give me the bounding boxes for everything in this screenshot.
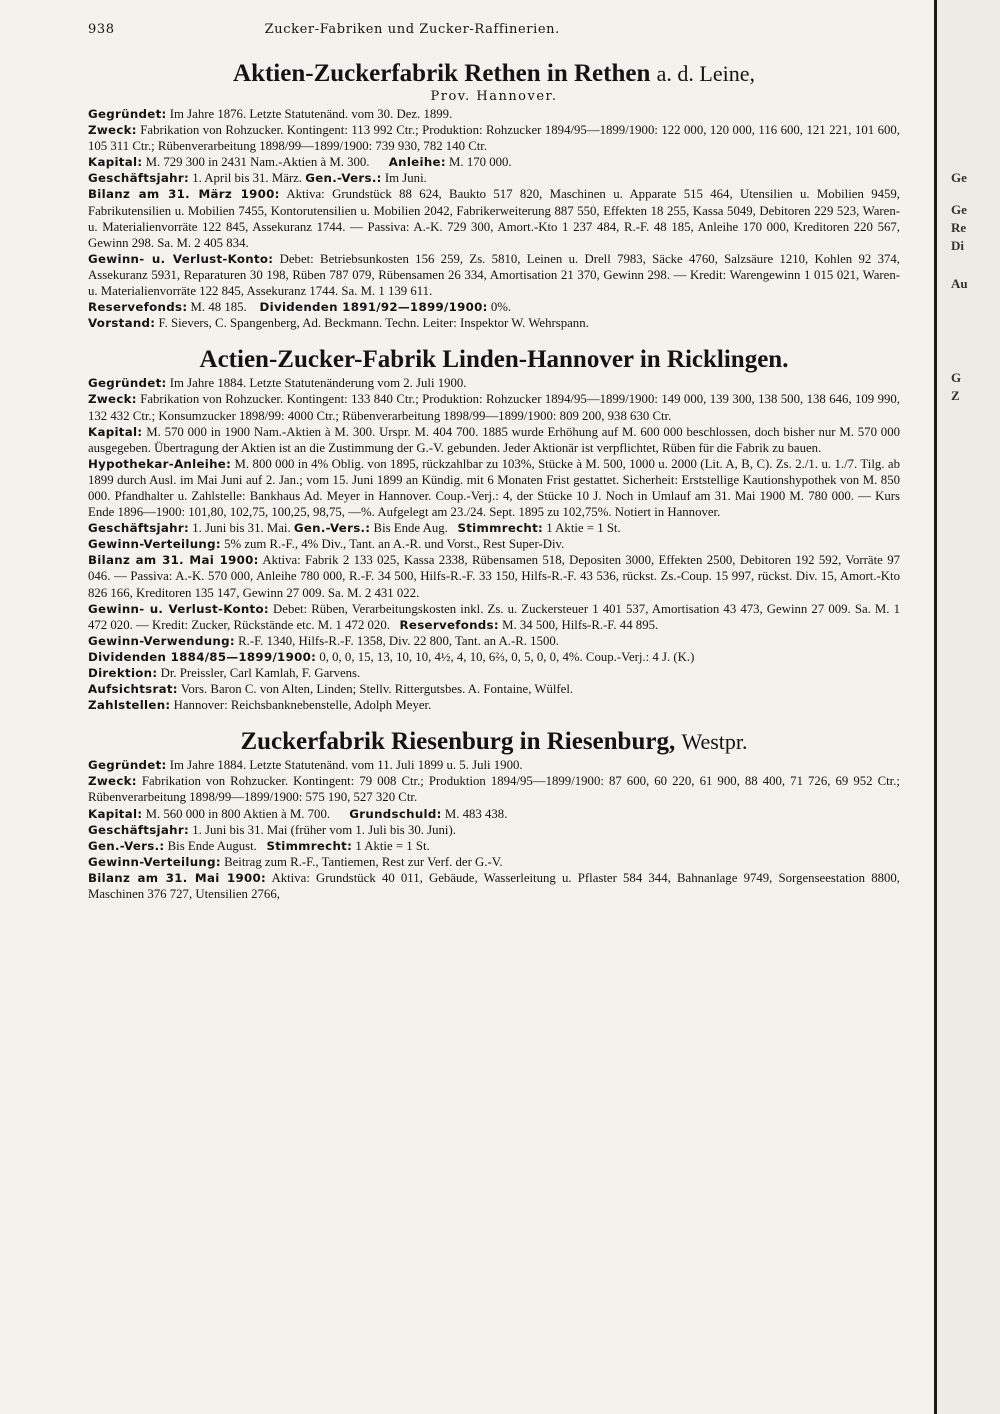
company-name: Zuckerfabrik Riesenburg in Riesenburg, — [240, 728, 676, 756]
field-geschaeftsjahr: Geschäftsjahr: 1. Juni bis 31. Mai. Gen.-Vers.: Bis Ende Aug. Stimmrecht: 1 Aktie = 1 St. — [88, 521, 621, 536]
field-gewinn-verwendung: Gewinn-Verwendung: R.-F. 1340, Hilfs-R.-F. 1358, Div. 22 800, Tant. an A.-R. 1500. — [88, 633, 559, 648]
running-title: Zucker-Fabriken und Zucker-Raffinerien. — [264, 22, 560, 37]
company-place: a. d. Leine, — [656, 61, 755, 86]
field-gen-vers: Gen.-Vers.: Bis Ende August. Stimmrecht: 1 Aktie = 1 St. — [88, 838, 430, 853]
margin-fragment: Di — [951, 238, 964, 253]
field-gegruendet: Gegründet: Im Jahre 1884. Letzte Statutenänd. vom 11. Juli 1899 u. 5. Juli 1900. — [88, 758, 523, 773]
company-title — [88, 727, 900, 757]
company-name: Aktien-Zuckerfabrik Rethen in Rethen — [233, 60, 651, 87]
field-zahlstellen: Zahlstellen: Hannover: Reichsbanknebenstelle, Adolph Meyer. — [88, 698, 432, 713]
field-geschaeftsjahr: Geschäftsjahr: 1. April bis 31. März. Gen.-Vers.: Im Juni. — [88, 171, 427, 186]
field-gewinn-verlust: Gewinn- u. Verlust-Konto: Debet: Betriebsunkosten 156 259, Zs. 5810, Leinen u. Drell 7983, Säcke 4760, Salzsäure 1210, Kohlen 92 374, Assekuranz 5931, Reparaturen 30 198, Rüben 787 079, Rübensamen 26 334, Amortisation 21 370, Gewinn 298. — Kredit: Warengewinn 1 015 021, Waren- u. Materialienvorräte 122 845, Assekuranz 1744. Sa. M. 1 139 611. — [88, 251, 900, 299]
field-gewinn-verteilung: Gewinn-Verteilung: Beitrag zum R.-F., Tantiemen, Rest zur Verf. der G.-V. — [88, 854, 503, 869]
field-kapital: Kapital: M. 560 000 in 800 Aktien à M. 700. Grundschuld: M. 483 438. — [88, 806, 508, 821]
field-kapital: Kapital: M. 729 300 in 2431 Nam.-Aktien à M. 300. Anleihe: M. 170 000. — [88, 155, 512, 170]
field-zweck: Zweck: Fabrikation von Rohzucker. Kontingent: 79 008 Ctr.; Produktion 1894/95—1899/1900: 87 600, 60 220, 61 900, 88 400, 71 726, 69 952 Ctr.; Rübenverarbeitung 1898/99—1899/1900: 575 190, 527 320 Ctr. — [88, 774, 900, 805]
field-vorstand: Vorstand: F. Sievers, C. Spangenberg, Ad. Beckmann. Techn. Leiter: Inspektor W. Wehrspann. — [88, 316, 589, 331]
field-dividenden: Dividenden 1884/85—1899/1900: 0, 0, 0, 15, 13, 10, 10, 4½, 4, 10, 6⅔, 0, 5, 0, 0, 4%. Coup.-Verj.: 4 J. (K.) — [88, 649, 695, 664]
margin-fragment: Z — [951, 388, 960, 403]
field-gegruendet: Gegründet: Im Jahre 1884. Letzte Statutenänderung vom 2. Juli 1900. — [88, 376, 467, 391]
page-number: 938 — [88, 22, 115, 37]
margin-fragment: Au — [951, 276, 968, 291]
margin-fragment: Re — [951, 220, 967, 235]
adjacent-page-edge — [934, 0, 1000, 1414]
field-zweck: Zweck: Fabrikation von Rohzucker. Kontingent: 113 992 Ctr.; Produktion: Rohzucker 1894/95—1899/1900: 122 000, 120 000, 116 600, 121 221, 101 600, 105 311 Ctr.; Rübenverarbeitung 1898/99—1899/1900: 739 930, 782 140 Ctr. — [88, 123, 901, 154]
field-zweck: Zweck: Fabrikation von Rohzucker. Kontingent: 133 840 Ctr.; Produktion: Rohzucker 1894/95—1899/1900: 149 000, 139 300, 138 500, 138 646, 109 990, 132 432 Ctr.; Konsumzucker 1898/99: 4000 Ctr.; Rübenverarbeitung 1898/99—1899/1900: 809 200, 938 630 Ctr. — [88, 392, 901, 423]
field-hypothekar-anleihe: Hypothekar-Anleihe: M. 800 000 in 4% Oblig. von 1895, rückzahlbar zu 103%, Stücke à M. 500, 1000 u. 2000 (Lit. A, B, C). Zs. 2./1. u. 1./7. Tilg. ab 1899 durch Ausl. im Mai Juni auf 2. Jan.; vom 15. Juni 1899 an Kündig. mit 6 Monaten Frist gestattet. Sicherheit: Erststellige Kautionshypothek von M. 850 000. Pfandhalter u. Zahlstelle: Bankhaus Ad. Meyer in Hannover. Coup.-Verj.: 4, der Stücke 10 J. Noch in Umlauf am 31. Mai 1900 M. 780 000. — Kurs Ende 1896—1900: 101,80, 102,75, 100,25, 98,75, —%. Aufgelegt am 23./24. Sept. 1895 zu 102,75%. Notiert in Hannover. — [88, 456, 901, 520]
field-bilanz: Bilanz am 31. März 1900: Aktiva: Grundstück 88 624, Baukto 517 820, Maschinen u. Apparate 515 464, Utensilien u. Mobilien 9459, Fabrikutensilien u. Mobilien 7455, Kontorutensilien u. Mobilien 2042, Fabrikerweiterung 887 550, Effekten 18 255, Kassa 5049, Debitoren 229 523, Waren- u. Materialienvorräte 122 845, Assekuranz 1744. — Passiva: A.-K. 729 300, Amort.-Kto 1 237 484, R.-F. 48 185, Anleihe 170 000, Kreditoren 220 567, Gewinn 298. Sa. M. 2 405 834. — [88, 187, 900, 250]
field-gegruendet: Gegründet: Im Jahre 1876. Letzte Statutenänd. vom 30. Dez. 1899. — [88, 107, 453, 121]
company-entry — [88, 59, 900, 331]
field-geschaeftsjahr: Geschäftsjahr: 1. Juni bis 31. Mai (früher vom 1. Juli bis 30. Juni). — [88, 822, 456, 837]
margin-fragment: G — [951, 370, 962, 385]
running-head — [88, 22, 900, 37]
margin-fragment: Ge — [951, 202, 967, 217]
company-entry — [88, 345, 900, 713]
field-bilanz: Bilanz am 31. Mai 1900: Aktiva: Grundstück 40 011, Gebäude, Wasserleitung u. Pflaster 584 344, Bahnanlage 9749, Sorgenseestation 8800, Maschinen 376 727, Utensilien 2766, — [88, 870, 900, 902]
company-entry — [88, 727, 900, 902]
field-kapital: Kapital: M. 570 000 in 1900 Nam.-Aktien à M. 300. Urspr. M. 404 700. 1885 wurde Erhöhung auf M. 600 000 beschlossen, doch bisher nur M. 570 000 ausgegeben. Übertragung der Aktien ist an die Zustimmung der G.-V. gebunden. Jeder Aktionär ist verpflichtet, Rüben für die Fabrik zu bauen. — [88, 424, 900, 455]
margin-fragment: Ge — [951, 170, 967, 185]
field-gewinn-verlust: Gewinn- u. Verlust-Konto: Debet: Rüben, Verarbeitungskosten inkl. Zs. u. Zuckersteuer 1 401 537, Amortisation 43 473, Gewinn 27 009. Sa. M. 1 472 020. — Kredit: Zucker, Rückstände etc. M. 1 472 020. Reservefonds: M. 34 500, Hilfs-R.-F. 44 895. — [88, 601, 900, 632]
field-direktion: Direktion: Dr. Preissler, Carl Kamlah, F. Garvens. — [88, 666, 361, 680]
field-aufsichtsrat: Aufsichtsrat: Vors. Baron C. von Alten, Linden; Stellv. Rittergutsbes. A. Fontaine, Wülfel. — [88, 682, 574, 697]
field-reservefonds: Reservefonds: M. 48 185. Dividenden 1891/92—1899/1900: 0%. — [88, 300, 512, 315]
company-place: Westpr. — [681, 729, 748, 755]
company-name: Actien-Zucker-Fabrik Linden-Hannover in Ricklingen. — [199, 346, 789, 374]
company-title — [88, 59, 900, 89]
document-page — [88, 22, 900, 916]
field-bilanz: Bilanz am 31. Mai 1900: Aktiva: Fabrik 2 133 025, Kassa 2338, Rübensamen 518, Depositen 3000, Effekten 2500, Debitoren 192 592, Vorräte 97 046. — Passiva: A.-K. 570 000, Anleihe 780 000, R.-F. 34 500, Hilfs-R.-F. 33 150, Hilfs-R.-F. 43 536, rückst. Zs.-Coup. 15 997, rückst. Div. 15, Amort.-Kto 826 166, Kreditoren 135 147, Gewinn 27 009. Sa. M. 2 431 022. — [88, 553, 900, 600]
company-region: Prov. Hannover. — [430, 89, 558, 104]
company-title — [88, 345, 900, 375]
field-gewinn-verteilung: Gewinn-Verteilung: 5% zum R.-F., 4% Div., Tant. an A.-R. und Vorst., Rest Super-Div. — [88, 537, 565, 552]
